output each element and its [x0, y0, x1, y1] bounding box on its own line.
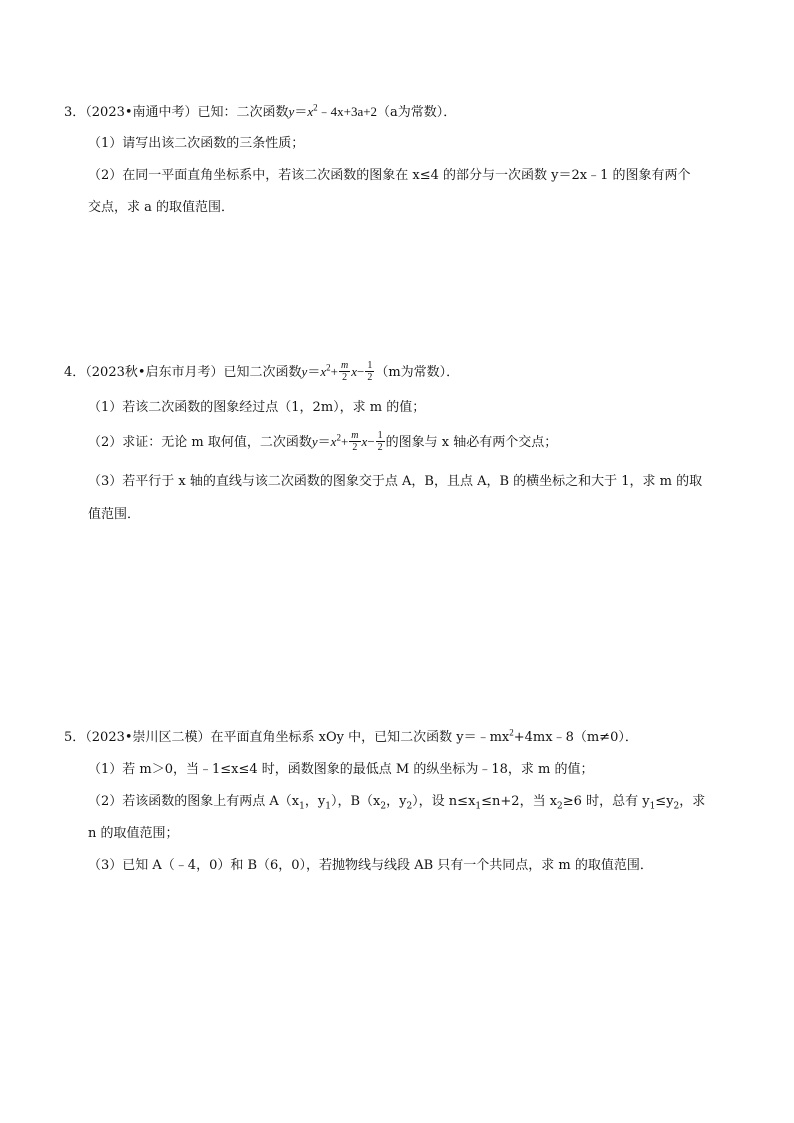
q4-part2-prefix: （2）求证：无论 m 取何值，二次函数	[88, 435, 312, 450]
q5-stem	[64, 728, 638, 748]
q5-p2-b: ，y	[304, 794, 326, 809]
q4-p2-frac1-den: 2	[352, 442, 358, 453]
q4-eq-x: x	[320, 364, 327, 379]
q5-part2-line1	[88, 792, 705, 812]
q5-p2-e: ），设 n≤x	[412, 794, 476, 809]
q5-part1: （1）若 m＞0，当﹣1≤x≤4 时，函数图象的最低点 M 的纵坐标为﹣18，求 m 的值；	[88, 762, 594, 777]
q5-p2-i: ，求	[679, 794, 706, 809]
q4-p2-frac2-den: 2	[377, 442, 383, 453]
q4-part1: （1）若该二次函数的图象经过点（1，2m），求 m 的值；	[88, 400, 426, 415]
q5-part2-line2: n 的取值范围；	[88, 826, 179, 841]
q5-p2-sub7: 1	[649, 801, 656, 812]
q5-p2-sub5: 1	[475, 801, 482, 812]
q3-part1: （1）请写出该二次函数的三条性质；	[88, 136, 305, 151]
q4-frac2-den: 2	[367, 372, 373, 383]
q5-p2-sub1: 1	[299, 801, 305, 812]
q3-eq-x: x	[307, 104, 314, 119]
q5-p2-sub3: 2	[380, 801, 387, 812]
q5-p2-c: ），B（x	[330, 794, 381, 809]
q4-part3-line2: 值范围．	[88, 507, 141, 522]
q4-eq-minus: −	[356, 364, 365, 379]
q4-eq-plus: +	[330, 364, 338, 379]
q4-p2-eq-y: y	[311, 434, 318, 449]
q3-stem	[64, 102, 456, 123]
q3-part2-line1: （2）在同一平面直角坐标系中，若该二次函数的图象在 x≤4 的部分与一次函数 y＝2x﹣1 的图象有两个	[88, 168, 691, 183]
q4-fraction-m-over-2	[339, 360, 350, 383]
q4-p2-eq-exp: 2	[336, 432, 341, 443]
q3-eq-exp: 2	[313, 102, 318, 113]
q5-stem-tail: +4mx﹣8（m≠0）．	[513, 730, 638, 745]
q4-p2-fraction-1-over-2	[376, 430, 385, 453]
q4-p2-eq-x: x	[330, 434, 337, 449]
q4-p2-frac1-num: m	[351, 430, 359, 441]
q4-part3-line1: （3）若平行于 x 轴的直线与该二次函数的图象交于点 A，B，且点 A，B 的横坐标之和大于 1，求 m 的取	[88, 474, 703, 489]
q5-part3: （3）已知 A（﹣4，0）和 B（6，0），若抛物线与线段 AB 只有一个共同点，求 m 的取值范围．	[88, 858, 653, 873]
q4-p2-fraction-m-over-2	[349, 430, 360, 453]
q5-stem-text: 5．（2023•崇川区二模）在平面直角坐标系 xOy 中，已知二次函数 y＝﹣mx	[64, 730, 510, 745]
q4-p2-eq-x2: x	[361, 434, 368, 449]
q4-part2-suffix: 的图象与 x 轴必有两个交点；	[385, 435, 558, 450]
q5-p2-d: ，y	[386, 794, 407, 809]
q4-eq-eq: ＝	[307, 365, 321, 380]
q4-stem-prefix: 4．（2023秋•启东市月考）已知二次函数	[64, 365, 302, 380]
q5-p2-sub8: 2	[673, 801, 680, 812]
q4-p2-eq-minus: −	[367, 434, 375, 449]
q3-part2-line2: 交点，求 a 的取值范围．	[88, 200, 235, 215]
q5-p2-sub6: 2	[557, 801, 563, 812]
q4-eq-y: y	[301, 364, 308, 379]
q4-part2	[88, 430, 557, 455]
q5-p2-f: ≤n+2，当 x	[481, 794, 558, 809]
q3-eq-rest: ﹣4x+3a+2	[317, 104, 378, 119]
q5-p2-g: ≥6 时，总有 y	[562, 794, 650, 809]
q4-frac2-num: 1	[367, 360, 373, 371]
q4-frac1-num: m	[340, 360, 349, 371]
q5-p2-h: ≤y	[655, 794, 674, 809]
q4-p2-eq-eq: ＝	[317, 435, 331, 450]
q3-eq-y: y	[288, 104, 295, 119]
q4-stem	[64, 360, 459, 385]
q5-stem-exp: 2	[509, 727, 514, 738]
q4-p2-eq-plus: +	[340, 434, 349, 449]
q3-stem-suffix: （a为常数）．	[377, 105, 457, 120]
q4-fraction-1-over-2	[365, 360, 374, 383]
q5-p2-a: （2）若该函数的图象上有两点 A（x	[88, 794, 300, 809]
q4-stem-suffix: （m为常数）．	[375, 365, 460, 380]
q4-p2-frac2-num: 1	[377, 430, 383, 441]
q4-eq-exp: 2	[326, 362, 331, 373]
q5-p2-sub2: 1	[325, 801, 331, 812]
q3-eq-eq: ＝	[294, 105, 308, 120]
q4-frac1-den: 2	[342, 372, 348, 383]
q3-stem-prefix: 3．（2023•南通中考）已知：二次函数	[64, 105, 289, 120]
q5-p2-sub4: 2	[406, 801, 413, 812]
q4-eq-x2: x	[351, 364, 357, 379]
